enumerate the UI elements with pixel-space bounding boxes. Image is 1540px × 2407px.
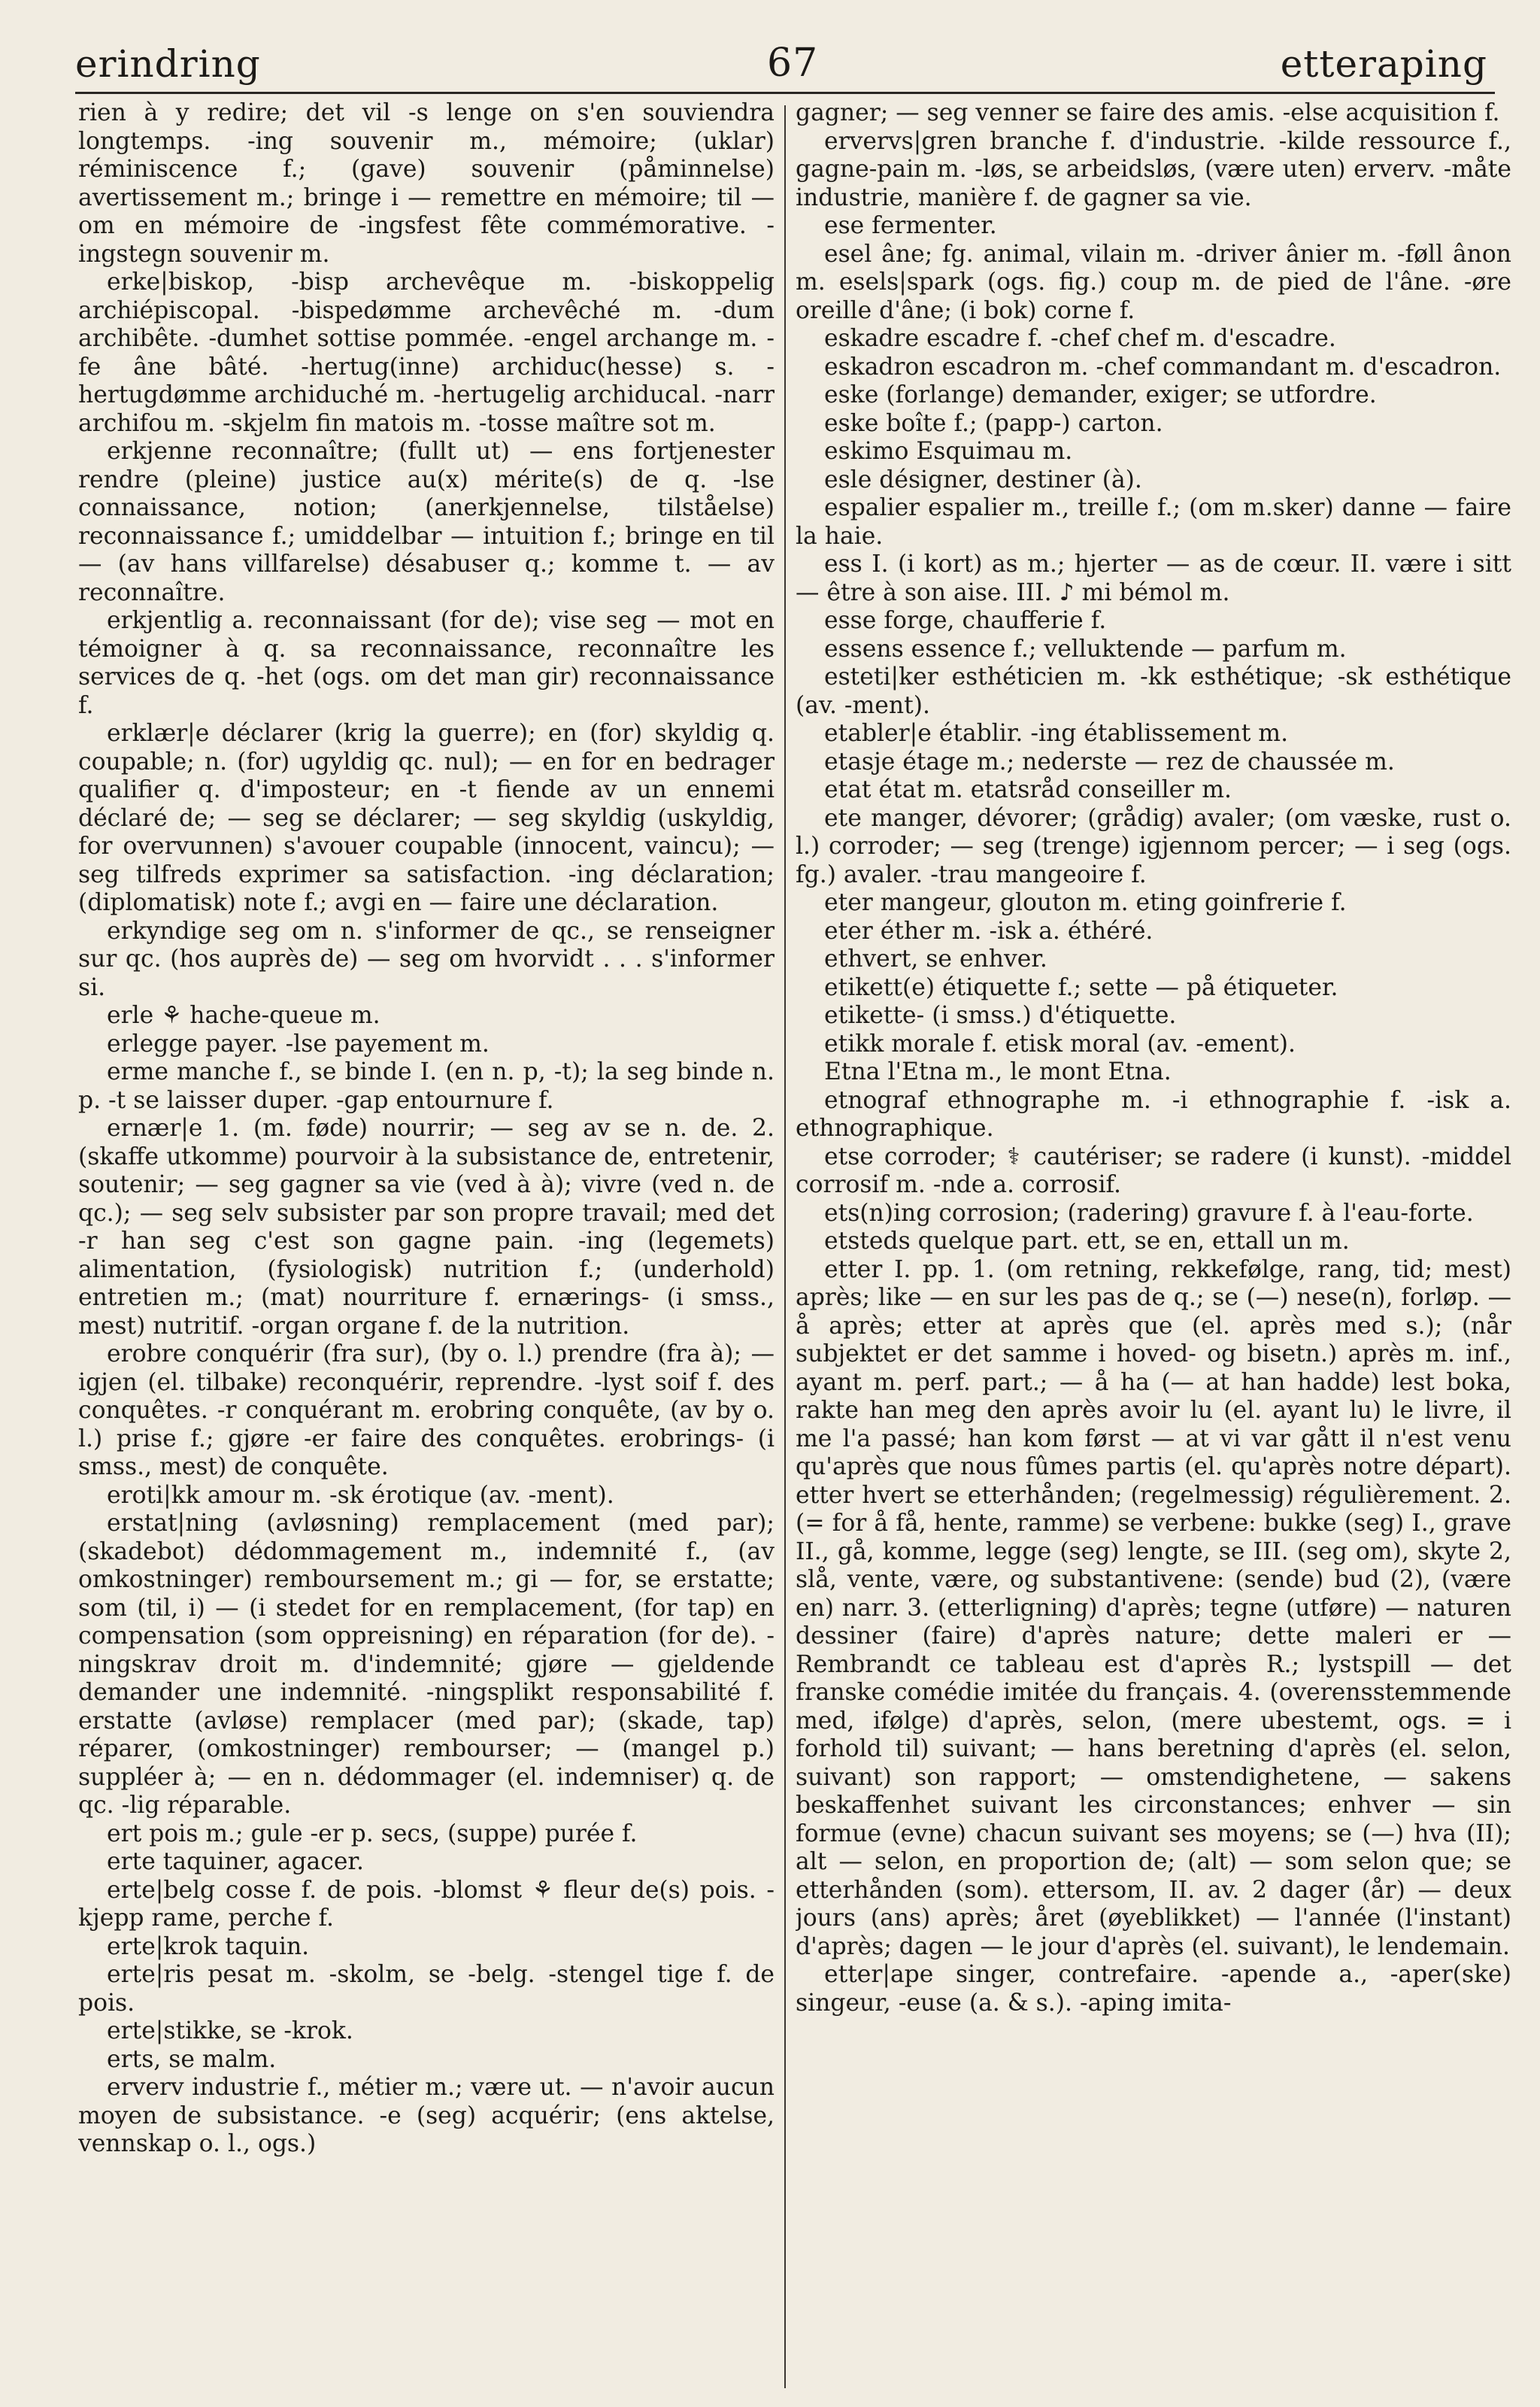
dictionary-entry: erts, se malm.: [107, 2045, 277, 2073]
dictionary-entry: ethvert, se enhver.: [824, 945, 1047, 973]
dictionary-entry: eroti|kk amour m. -sk érotique (av. -ment).: [107, 1481, 614, 1509]
header-guide-word-left: erindring: [75, 42, 261, 86]
dictionary-entry: ert pois m.; gule -er p. secs, (suppe) purée f.: [107, 1820, 638, 1847]
dictionary-entry: eskimo Esquimau m.: [824, 438, 1073, 465]
dictionary-entry: etikette- (i smss.) d'étiquette.: [824, 1002, 1177, 1029]
dictionary-entry: erme manche f., se binde I. (en n. p, -t); la seg binde n. p. -t se laisser duper. -gap entournure f.: [78, 1058, 775, 1114]
dictionary-entry: eske boîte f.; (papp-) carton.: [824, 409, 1163, 437]
dictionary-entry: eter éther m. -isk a. éthéré.: [824, 917, 1153, 945]
dictionary-entry: gagner; — seg venner se faire des amis. -else acquisition f.: [796, 99, 1500, 126]
dictionary-entry: ess I. (i kort) as m.; hjerter — as de cœur. II. være i sitt — être à son aise. III. ♪ mi bémol m.: [796, 551, 1511, 606]
dictionary-entry: etsteds quelque part. ett, se en, ettall un m.: [824, 1228, 1350, 1255]
page-number: 67: [767, 41, 819, 86]
page-header: [75, 17, 1495, 94]
dictionary-entry: erle ⚘ hache-queue m.: [107, 1002, 380, 1029]
dictionary-entry: esse forge, chaufferie f.: [824, 607, 1107, 634]
dictionary-entry: etse corroder; ⚕ cautériser; se radere (i kunst). -middel corrosif m. -nde a. corrosif.: [796, 1143, 1511, 1198]
dictionary-entry: erlegge payer. -lse payement m.: [107, 1030, 490, 1058]
header-guide-word-right: etteraping: [1280, 42, 1487, 86]
dictionary-entry: erverv industrie f., métier m.; være ut. — n'avoir aucun moyen de subsistance. -e (seg) acquérir; (ens aktelse, vennskap o. l., ogs.): [78, 2074, 775, 2157]
dictionary-entry: erte|belg cosse f. de pois. -blomst ⚘ fleur de(s) pois. -kjepp rame, perche f.: [78, 1876, 775, 1932]
dictionary-entry: ervervs|gren branche f. d'industrie. -kilde ressource f., gagne-pain m. -løs, se arbeidsløs, (være uten) erverv. -måte industrie, manière f. de gagner sa vie.: [796, 127, 1511, 211]
dictionary-entry: ernær|e 1. (m. føde) nourrir; — seg av se n. de. 2. (skaffe utkomme) pourvoir à la subsistance de, entretenir, soutenir; — seg gagner sa vie (ved à à); vivre (ved n. de qc.); — seg selv subsister par son propre travail; med det -r han seg c'est son gagne pain. -ing (legemets) alimentation, (fysiologisk) nutrition f.; (underhold) entretien m.; (mat) nourriture f. ernærings- (i smss., mest) nutritif. -organ organe f. de la nutrition.: [78, 1115, 775, 1340]
dictionary-entry: etter I. pp. 1. (om retning, rekkefølge, rang, tid; mest) après; like — en sur les pas de q.; se (—) nese(n), forløp. — å après; etter at après que (el. après med s.); (når subjektet er det samme i hoved- og bisetn.) après m. inf., ayant m. perf. part.; — å ha (— at han hadde) lest boka, rakte han meg den après avoir lu (el. ayant lu) le livre, il me l'a passé; han kom først — at vi var gått il n'est venu qu'après que nous fûmes partis (el. qu'après notre départ). etter hvert se etterhånden; (regelmessig) régulièrement. 2. (= for å få, hente, ramme) se verbene: bukke (seg) I., grave II., gå, komme, legge (seg) lengte, se III. (seg om), skyte 2, slå, vente, være, og substantivene: (sende) bud (2), (være en) narr. 3. (etterligning) d'après; tegne (utføre) — naturen dessiner (faire) d'après nature; dette maleri er — Rembrandt ce tableau est d'après R.; lystspill — det franske comédie imitée du français. 4. (overensstemmende med, ifølge) d'après, selon, (mere ubestemt, ogs. = i forhold til) suivant; — hans beretning d'après (el. selon, suivant) son rapport; — omstendighetene, — sakens beskaffenhet suivant les circonstances; enhver — sin formue (evne) chacun suivant ses moyens; se (—) hva (II); alt — selon, en proportion de; (alt) — som selon que; se etterhånden (som). ettersom, II. av. 2 dager (år) — deux jours (ans) après; året (øyeblikket) — l'année (l'instant) d'après; dagen — le jour d'après (el. suivant), le lendemain.: [796, 1255, 1511, 1960]
dictionary-entry: erklær|e déclarer (krig la guerre); en (for) skyldig q. coupable; n. (for) ugyldig qc. nul); — en for en bedrager qualifier q. d'imposteur; en -t fiende av un ennemi déclaré de; — seg se déclarer; — seg skyldig (uskyldig, for overvunnen) s'avouer coupable (innocent, vaincu); — seg tilfreds exprimer sa satisfaction. -ing déclaration; (diplomatisk) note f.; avgi en — faire une déclaration.: [78, 720, 775, 916]
dictionary-entry: esel âne; fg. animal, vilain m. -driver ânier m. -føll ânon m. esels|spark (ogs. fig.) coup m. de pied de l'âne. -øre oreille d'âne; (i bok) corne f.: [796, 240, 1511, 324]
dictionary-entry: etter|ape singer, contrefaire. -apende a., -aper(ske) singeur, -euse (a. & s.). -aping imita-: [796, 1961, 1511, 2017]
dictionary-entry: eske (forlange) demander, exiger; se utfordre.: [824, 381, 1377, 408]
dictionary-entry: eskadre escadre f. -chef chef m. d'escadre.: [824, 325, 1336, 352]
dictionary-entry: erkjenne reconnaître; (fullt ut) — ens fortjenester rendre (pleine) justice au(x) mérite(s) de q. -lse connaissance, notion; (anerkjennelse, tilståelse) reconnaissance f.; umiddelbar — intuition f.; bringe en til — (av hans villfarelse) désabuser q.; komme t. — av reconnaître.: [78, 438, 775, 606]
dictionary-entry: rien à y redire; det vil -s lenge on s'en souviendra longtemps. -ing souvenir m., mémoire; (uklar) réminiscence f.; (gave) souvenir (påminnelse) avertissement m.; bringe i — remettre en mémoire; til — om en mémoire de -ingsfest fête commémorative. -ingstegn souvenir m.: [78, 99, 775, 268]
dictionary-entry: etnograf ethnographe m. -i ethnographie f. -isk a. ethnographique.: [796, 1086, 1511, 1142]
dictionary-entry: etasje étage m.; nederste — rez de chaussée m.: [824, 748, 1395, 776]
left-column: [78, 99, 775, 2390]
dictionary-entry: erke|biskop, -bisp archevêque m. -biskoppelig archiépiscopal. -bispedømme archevêché m. -dum archibête. -dumhet sottise pommée. -engel archange m. -fe âne bâté. -hertug(inne) archiduc(hesse) s. -hertugdømme archiduché m. -hertugelig archiducal. -narr archifou m. -skjelm fin matois m. -tosse maître sot m.: [78, 269, 775, 437]
dictionary-entry: eskadron escadron m. -chef commandant m. d'escadron.: [824, 353, 1502, 381]
dictionary-entry: erobre conquérir (fra sur), (by o. l.) prendre (fra à); — igjen (el. tilbake) reconquérir, reprendre. -lyst soif f. des conquêtes. -r conquérant m. erobring conquête, (av by o. l.) prise f.; gjøre -er faire des conquêtes. erobrings- (i smss., mest) de conquête.: [78, 1340, 775, 1480]
dictionary-entry: erkyndige seg om n. s'informer de qc., se renseigner sur qc. (hos auprès de) — seg om hvorvidt . . . s'informer si.: [78, 917, 775, 1001]
dictionary-entry: erte|stikke, se -krok.: [107, 2017, 353, 2044]
dictionary-entry: erstat|ning (avløsning) remplacement (med par); (skadebot) dédommagement m., indemnité f., (av omkostninger) remboursement m.; gi — for, se erstatte; som (til, i) — (i stedet for en remplacement, (for tap) en compensation (som oppreisning) en réparation (for de). -ningskrav droit m. d'indemnité; gjøre — gjeldende demander une indemnité. -ningsplikt responsabilité f. erstatte (avløse) remplacer (med par); (skade, tap) réparer, (omkostninger) rembourser; — (mangel p.) suppléer à; — en n. dédommager (el. indemniser) q. de qc. -lig réparable.: [78, 1510, 775, 1819]
dictionary-entry: ese fermenter.: [824, 212, 997, 239]
dictionary-entry: etat état m. etatsråd conseiller m.: [824, 776, 1232, 803]
right-column: [796, 99, 1511, 2390]
dictionary-entry: etabler|e établir. -ing établissement m.: [824, 720, 1289, 747]
dictionary-entry: erte|krok taquin.: [107, 1932, 310, 1960]
dictionary-entry: etikett(e) étiquette f.; sette — på étiqueter.: [824, 973, 1338, 1001]
dictionary-entry: Etna l'Etna m., le mont Etna.: [824, 1058, 1172, 1085]
dictionary-entry: erte taquiner, agacer.: [107, 1848, 364, 1875]
dictionary-entry: esteti|ker esthéticien m. -kk esthétique; -sk esthétique (av. -ment).: [796, 663, 1511, 719]
column-divider: [784, 105, 786, 2388]
dictionary-entry: ets(n)ing corrosion; (radering) gravure f. à l'eau-forte.: [824, 1199, 1474, 1227]
dictionary-entry: erte|ris pesat m. -skolm, se -belg. -stengel tige f. de pois.: [78, 1961, 775, 2017]
dictionary-entry: etikk morale f. etisk moral (av. -ement).: [824, 1030, 1296, 1058]
dictionary-entry: eter mangeur, glouton m. eting goinfrerie f.: [824, 889, 1347, 916]
dictionary-entry: erkjentlig a. reconnaissant (for de); vise seg — mot en témoigner à q. sa reconnaissance, reconnaître les services de q. -het (ogs. om det man gir) reconnaissance f.: [78, 607, 775, 719]
dictionary-entry: espalier espalier m., treille f.; (om m.sker) danne — faire la haie.: [796, 494, 1511, 550]
dictionary-entry: essens essence f.; velluktende — parfum m.: [824, 635, 1347, 663]
dictionary-entry: esle désigner, destiner (à).: [824, 466, 1142, 493]
dictionary-entry: ete manger, dévorer; (grådig) avaler; (om væske, rust o. l.) corroder; — seg (trenge) igjennom percer; — i seg (ogs. fg.) avaler. -trau mangeoire f.: [796, 804, 1511, 888]
